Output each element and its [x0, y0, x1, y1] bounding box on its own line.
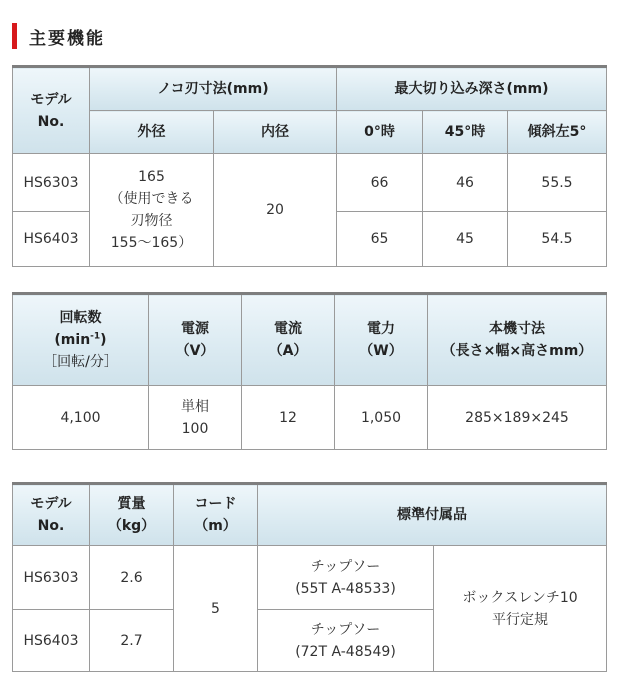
blade-accessory-cell: チップソー (72T A-48549)	[258, 610, 434, 672]
outer-diameter-header: 外径	[90, 111, 214, 154]
model-header: モデル No.	[13, 484, 90, 546]
section-heading	[12, 22, 105, 50]
cord-length-value: 5	[174, 546, 258, 672]
model-cell: HS6303	[13, 546, 90, 610]
accessories-header: 標準付属品	[258, 484, 607, 546]
common-accessories-cell: ボックスレンチ10 平行定規	[434, 546, 607, 672]
saw-blade-spec-table	[12, 65, 607, 267]
depth-0deg-header: 0°時	[337, 111, 423, 154]
electrical-spec-table	[12, 292, 607, 450]
depth-tilt-header: 傾斜左5°	[508, 111, 607, 154]
depth-45deg-cell: 46	[423, 154, 508, 212]
depth-tilt-cell: 55.5	[508, 154, 607, 212]
heading-accent-bar	[12, 23, 17, 49]
cord-header: コード （m）	[174, 484, 258, 546]
model-cell: HS6303	[13, 154, 90, 212]
current-value: 12	[242, 386, 335, 450]
weight-header: 質量 （kg）	[90, 484, 174, 546]
model-header: モデル No.	[13, 67, 90, 154]
outer-diameter-value: 165 （使用できる 刃物径 155〜165）	[90, 154, 214, 267]
depth-0deg-cell: 65	[337, 212, 423, 267]
power-header: 電力 （W）	[335, 294, 428, 386]
rpm-value: 4,100	[13, 386, 149, 450]
power-value: 1,050	[335, 386, 428, 450]
model-cell: HS6403	[13, 212, 90, 267]
dimensions-header: 本機寸法 （長さ×幅×高さmm）	[428, 294, 607, 386]
power-source-value: 単相 100	[149, 386, 242, 450]
model-cell: HS6403	[13, 610, 90, 672]
depth-45deg-header: 45°時	[423, 111, 508, 154]
power-source-header: 電源 （V）	[149, 294, 242, 386]
dimensions-value: 285×189×245	[428, 386, 607, 450]
max-depth-header: 最大切り込み深さ(mm)	[337, 67, 607, 111]
current-header: 電流 （A）	[242, 294, 335, 386]
inner-diameter-header: 内径	[214, 111, 337, 154]
depth-45deg-cell: 45	[423, 212, 508, 267]
depth-tilt-cell: 54.5	[508, 212, 607, 267]
blade-accessory-cell: チップソー (55T A-48533)	[258, 546, 434, 610]
depth-0deg-cell: 66	[337, 154, 423, 212]
section-title: 主要機能	[29, 28, 105, 49]
inner-diameter-value: 20	[214, 154, 337, 267]
weight-cell: 2.7	[90, 610, 174, 672]
weight-cell: 2.6	[90, 546, 174, 610]
rpm-header: 回転数 $(\min^{-1})$ ［回転/分］	[13, 294, 149, 386]
saw-dimension-header: ノコ刃寸法(mm)	[90, 67, 337, 111]
weight-accessories-table	[12, 482, 607, 672]
